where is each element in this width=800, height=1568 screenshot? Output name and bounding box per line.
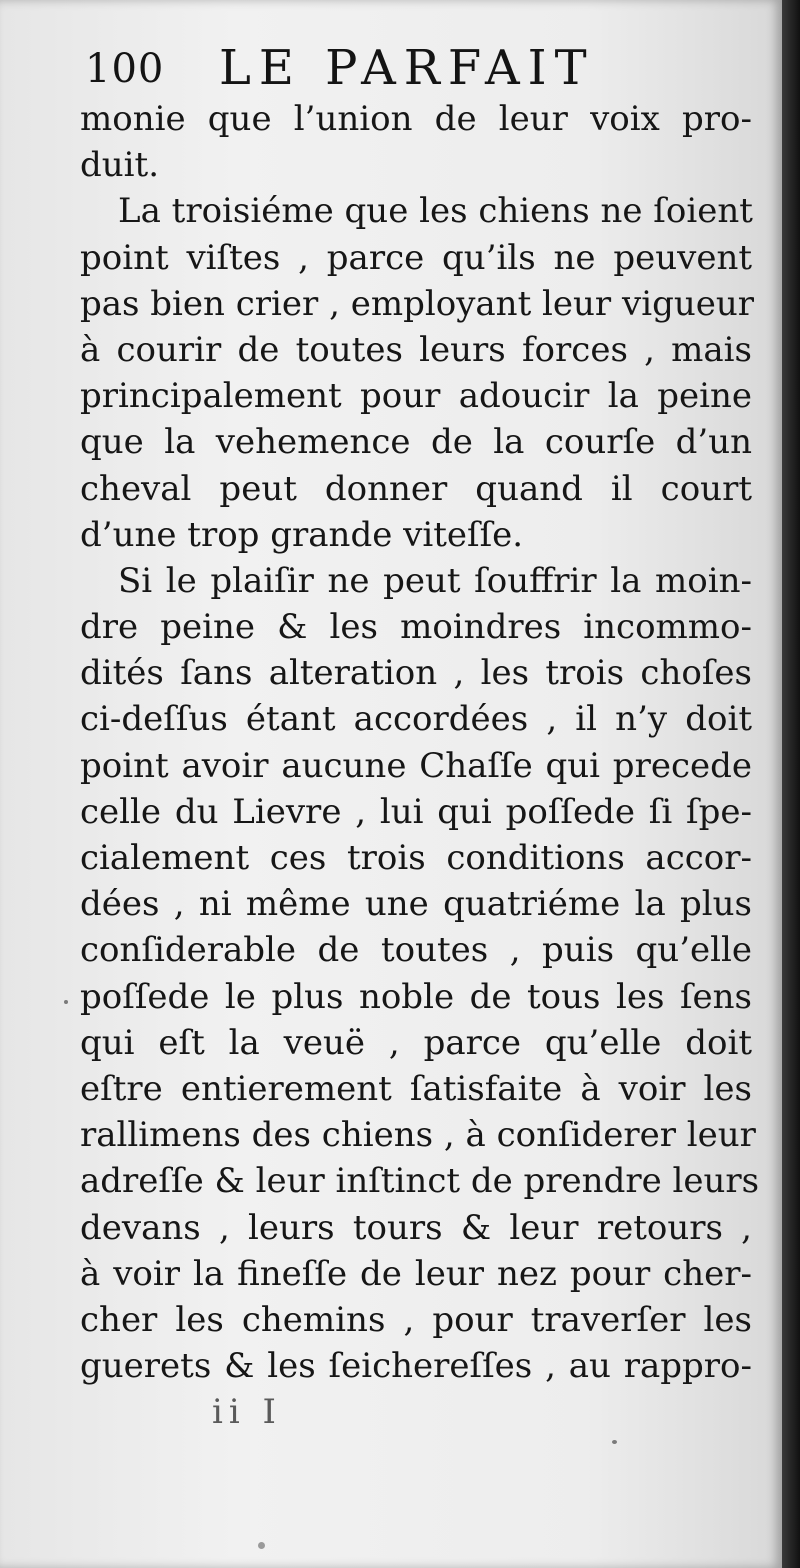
text-line: ci-deſſus étant accordées , il n’y doit xyxy=(80,699,752,740)
text-line: devans , leurs tours & leur retours , xyxy=(80,1207,752,1248)
text-line: celle du Lievre , lui qui poſſede ſi ſpe- xyxy=(80,791,752,832)
text-line: point viſtes , parce qu’ils ne peuvent xyxy=(80,237,752,278)
text-line: conſiderable de toutes , puis qu’elle xyxy=(80,930,752,971)
text-line: point avoir aucune Chaſſe qui precede xyxy=(80,745,752,786)
signature-mark: ii I xyxy=(212,1392,282,1432)
text-line: monie que l’union de leur voix pro- xyxy=(80,99,752,139)
text-line: pas bien crier , employant leur vigueur xyxy=(80,283,755,324)
text-line: dre peine & les moindres incommo- xyxy=(80,607,752,648)
running-title: LE PARFAIT xyxy=(219,40,595,96)
text-line: guerets & les ſeichereſſes , au rappro- xyxy=(80,1346,752,1387)
text-line: cheval peut donner quand il court xyxy=(80,468,752,509)
text-line: dités ſans alteration , les trois choſes xyxy=(80,653,752,694)
text-line: d’une trop grande viteſſe. xyxy=(80,514,524,555)
page-number: 100 xyxy=(85,46,165,92)
body-text xyxy=(80,96,760,1389)
ink-speck xyxy=(612,1440,617,1444)
text-line: duit. xyxy=(80,145,160,186)
ink-speck xyxy=(258,1542,265,1549)
text-line: La troisiéme que les chiens ne ſoient xyxy=(118,191,753,232)
text-line: principalement pour adoucir la peine xyxy=(80,376,752,417)
text-line: cialement ces trois conditions accor- xyxy=(80,838,752,878)
text-line: Si le plaiſir ne peut ſouffrir la moin- xyxy=(118,560,752,601)
page-header xyxy=(85,36,745,96)
page-edge xyxy=(782,0,800,1568)
text-line: qui eſt la veuë , parce qu’elle doit xyxy=(80,1022,752,1063)
text-line: adreſſe & leur inſtinct de prendre leurs xyxy=(80,1161,760,1202)
ink-speck xyxy=(64,1000,68,1004)
text-line: à voir la fineſſe de leur nez pour cher- xyxy=(80,1253,752,1294)
text-line: dées , ni même une quatriéme la plus xyxy=(80,884,752,925)
text-line: rallimens des chiens , à conſiderer leur xyxy=(80,1115,756,1156)
text-line: que la vehemence de la courſe d’un xyxy=(80,422,752,463)
text-line: cher les chemins , pour traverſer les xyxy=(80,1299,752,1340)
text-line: eſtre entierement ſatisfaite à voir les xyxy=(80,1068,752,1109)
text-line: poſſede le plus noble de tous les ſens xyxy=(80,976,752,1017)
text-line: à courir de toutes leurs forces , mais xyxy=(80,329,752,370)
